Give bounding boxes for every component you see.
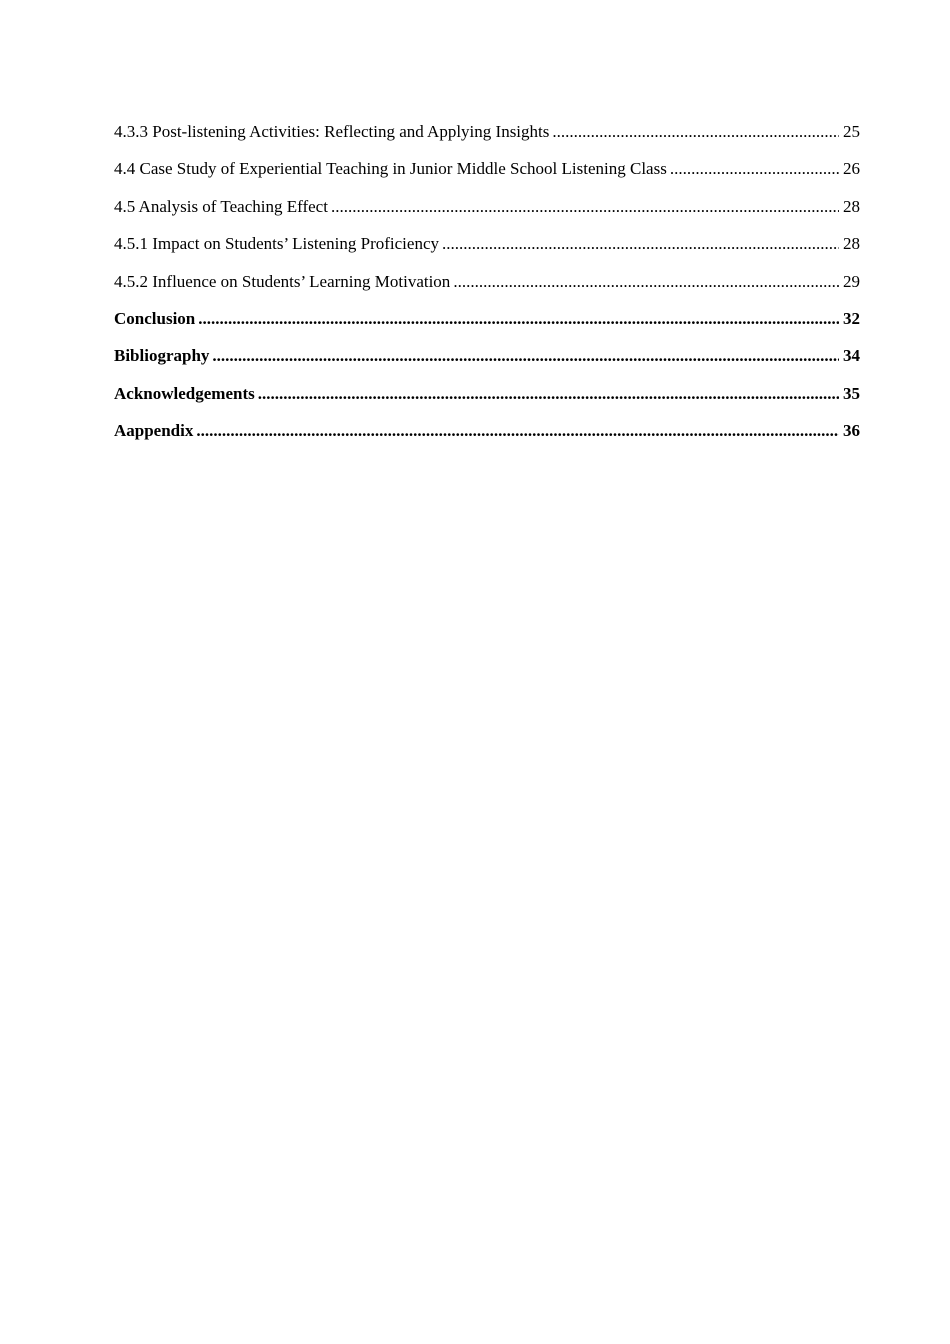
toc-entry-title: Conclusion bbox=[114, 308, 196, 328]
toc-entry-4-5-2[interactable] bbox=[114, 270, 860, 307]
table-of-contents bbox=[114, 120, 860, 457]
toc-entry-page-number: 28 bbox=[843, 234, 860, 254]
toc-entry-4-4[interactable] bbox=[114, 157, 860, 194]
toc-dot-leader bbox=[442, 232, 839, 256]
toc-entry-4-3-3[interactable] bbox=[114, 120, 860, 157]
toc-entry-title: 4.5.2 Influence on Students’ Learning Motivation bbox=[114, 271, 451, 291]
toc-entry-title: 4.5 Analysis of Teaching Effect bbox=[114, 196, 328, 216]
toc-dot-leader bbox=[331, 195, 839, 219]
toc-entry-page-number: 35 bbox=[843, 383, 860, 403]
toc-entry-page-number: 29 bbox=[843, 271, 860, 291]
toc-dot-leader bbox=[453, 270, 839, 294]
toc-entry-page-number: 32 bbox=[843, 308, 860, 328]
toc-dot-leader bbox=[258, 382, 839, 406]
toc-entry-page-number: 26 bbox=[843, 159, 860, 179]
toc-entry-conclusion[interactable] bbox=[114, 307, 860, 344]
toc-entry-title: 4.4 Case Study of Experiential Teaching in Junior Middle School Listening Class bbox=[114, 159, 667, 179]
toc-entry-4-5[interactable] bbox=[114, 195, 860, 232]
toc-dot-leader bbox=[212, 344, 839, 368]
toc-dot-leader bbox=[196, 419, 839, 443]
toc-entry-bibliography[interactable] bbox=[114, 344, 860, 381]
toc-entry-page-number: 25 bbox=[843, 122, 860, 141]
toc-entry-title: 4.5.1 Impact on Students’ Listening Proficiency bbox=[114, 234, 439, 254]
toc-entry-page-number: 34 bbox=[843, 346, 860, 366]
toc-entry-page-number: 28 bbox=[843, 196, 860, 216]
toc-entry-title: 4.3.3 Post-listening Activities: Reflecting and Applying Insights bbox=[114, 122, 550, 141]
toc-entry-appendix[interactable] bbox=[114, 419, 860, 456]
toc-entry-title: Bibliography bbox=[114, 346, 210, 366]
toc-entry-acknowledgements[interactable] bbox=[114, 382, 860, 419]
toc-entry-title: Aappendix bbox=[114, 421, 194, 441]
toc-entry-4-5-1[interactable] bbox=[114, 232, 860, 269]
toc-entry-title: Acknowledgements bbox=[114, 383, 255, 403]
toc-dot-leader bbox=[670, 157, 839, 181]
toc-entry-page-number: 36 bbox=[843, 421, 860, 441]
toc-dot-leader bbox=[198, 307, 839, 331]
toc-dot-leader bbox=[552, 120, 839, 144]
